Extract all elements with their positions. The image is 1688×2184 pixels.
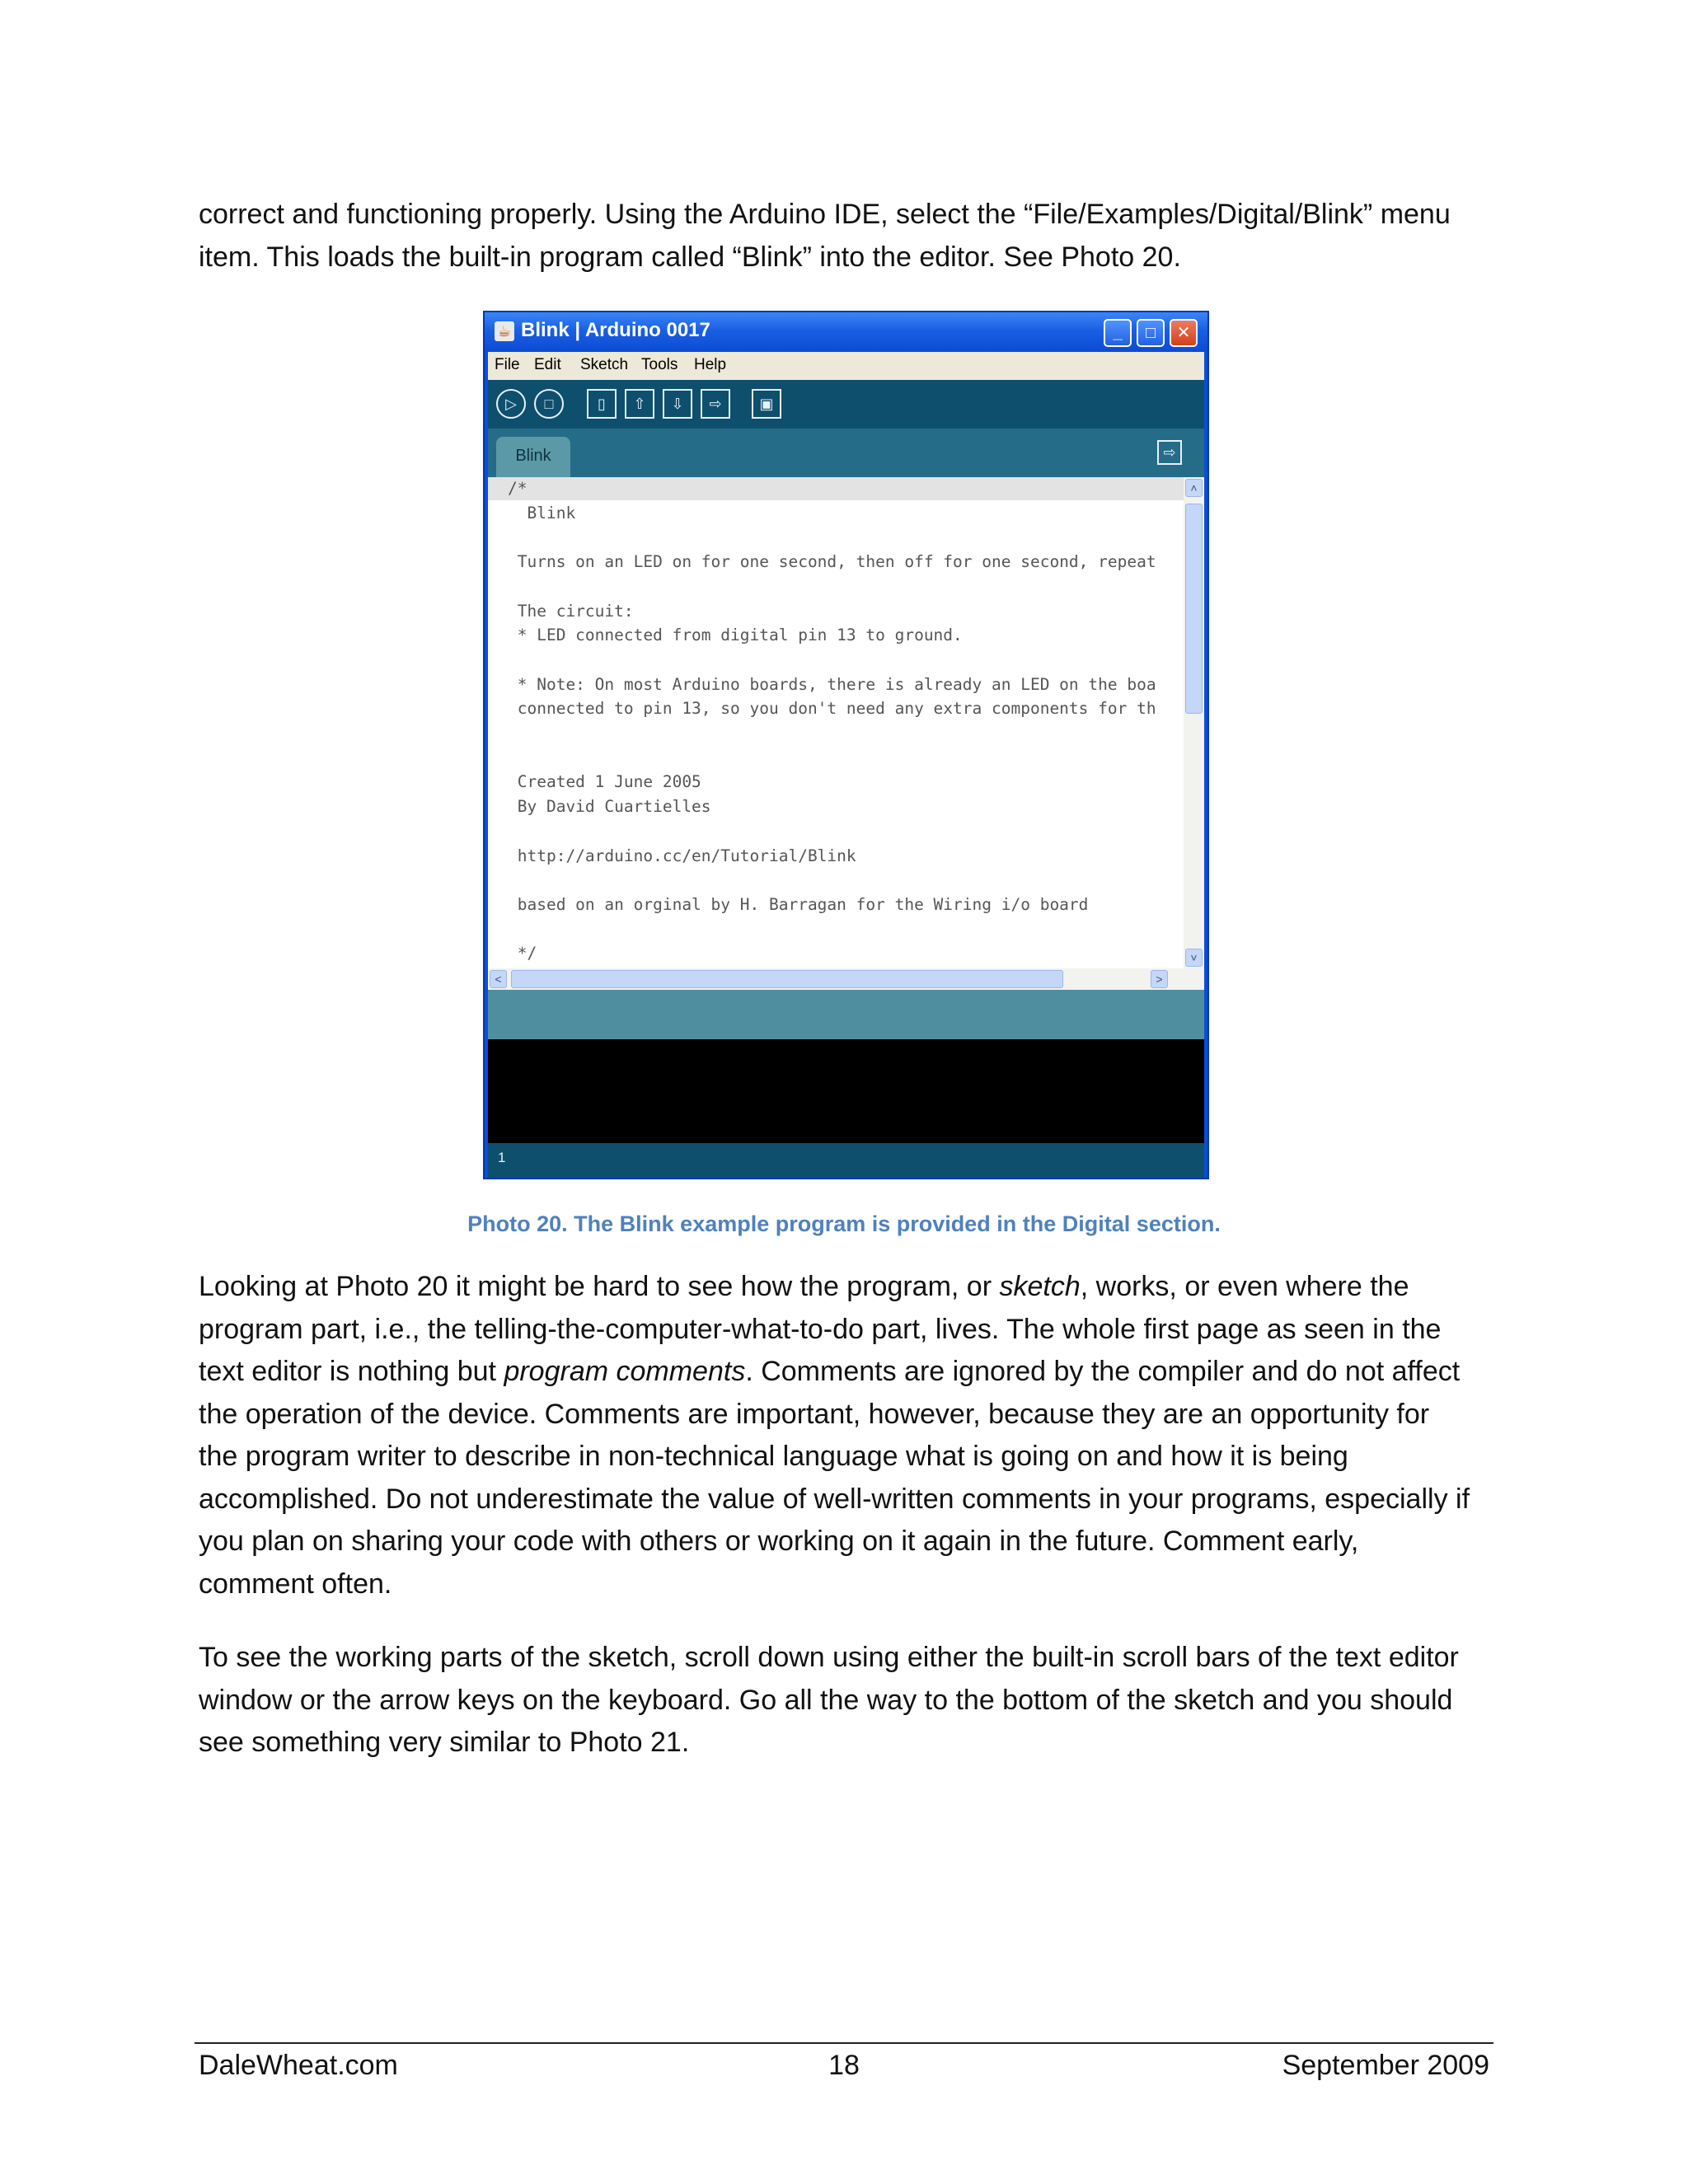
- minimize-button[interactable]: _: [1104, 319, 1132, 347]
- body1-sketch-emphasis: sketch: [999, 1271, 1081, 1302]
- code-line: /*: [508, 479, 528, 498]
- stop-icon[interactable]: □: [534, 389, 564, 419]
- message-area: [488, 990, 1204, 1039]
- scroll-left-icon[interactable]: <: [490, 970, 507, 988]
- close-button[interactable]: ✕: [1170, 319, 1198, 347]
- horizontal-scroll-thumb[interactable]: [511, 970, 1063, 988]
- code-line: connected to pin 13, so you don't need any extra components for th: [508, 699, 1156, 719]
- body1-text-a: Looking at Photo 20 it might be hard to see how the program, or: [199, 1271, 1000, 1302]
- body-paragraph-1: [199, 1266, 1501, 1605]
- footer-date: September 2009: [1282, 2050, 1489, 2081]
- tab-bar: [488, 429, 1204, 477]
- code-line: */: [508, 944, 537, 963]
- body1-text-g: the program writer to describe in non-technical language what is going on and how it is being: [199, 1441, 1348, 1472]
- intro-line-1: correct and functioning properly. Using the Arduino IDE, select the “File/Examples/Digital/Blink” menu: [199, 199, 1451, 230]
- tab-blink[interactable]: Blink: [496, 437, 570, 477]
- body1-text-e: . Comments are ignored by the compiler and do not affect: [745, 1356, 1461, 1387]
- body1-comments-emphasis: program comments: [504, 1356, 746, 1387]
- body1-text-c: program part, i.e., the telling-the-computer-what-to-do part, lives. The whole first page as seen in the: [199, 1313, 1442, 1345]
- code-line: http://arduino.cc/en/Tutorial/Blink: [508, 846, 856, 865]
- body1-text-f: the operation of the device. Comments are important, however, because they are an opportunity for: [199, 1398, 1430, 1430]
- line-number: 1: [498, 1150, 506, 1165]
- title-bar[interactable]: [485, 312, 1207, 352]
- menu-help[interactable]: Help: [694, 356, 727, 373]
- java-cup-icon: ☕: [495, 321, 514, 341]
- body2-line-2: window or the arrow keys on the keyboard. Go all the way to the bottom of the sketch and you should: [199, 1684, 1453, 1716]
- body-paragraph-2: [199, 1637, 1501, 1765]
- code-line: Blink: [508, 503, 576, 523]
- current-line-highlight: [488, 477, 1184, 500]
- scroll-up-icon[interactable]: ˄: [1185, 479, 1203, 497]
- code-line: * Note: On most Arduino boards, there is already an LED on the boa: [508, 674, 1156, 694]
- body1-text-b: , works, or even where the: [1080, 1271, 1409, 1302]
- tab-menu-icon[interactable]: ⇨: [1157, 440, 1182, 465]
- open-file-icon[interactable]: ⇧: [625, 389, 654, 419]
- vertical-scrollbar[interactable]: [1184, 477, 1204, 968]
- run-icon[interactable]: ▷: [496, 389, 526, 419]
- arduino-ide-window: [483, 311, 1209, 1179]
- menu-edit[interactable]: Edit: [534, 356, 561, 373]
- intro-paragraph: [199, 194, 1501, 279]
- code-line: By David Cuartielles: [508, 797, 711, 817]
- code-editor[interactable]: [488, 477, 1184, 968]
- code-line: * LED connected from digital pin 13 to ground.: [508, 626, 963, 645]
- body2-line-1: To see the working parts of the sketch, scroll down using either the built-in scroll bars of the text editor: [199, 1642, 1459, 1673]
- code-line: Created 1 June 2005: [508, 772, 701, 792]
- body2-line-3: see something very similar to Photo 21.: [199, 1727, 690, 1758]
- console-output: [488, 1039, 1204, 1143]
- code-line: based on an orginal by H. Barragan for the Wiring i/o board: [508, 894, 1089, 914]
- photo-caption: Photo 20. The Blink example program is provided in the Digital section.: [467, 1212, 1221, 1236]
- save-file-icon[interactable]: ⇩: [663, 389, 692, 419]
- code-line: The circuit:: [508, 601, 634, 621]
- intro-line-2: item. This loads the built-in program called “Blink” into the editor. See Photo 20.: [199, 241, 1181, 273]
- body1-text-i: you plan on sharing your code with others or working on it again in the future. Comment early,: [199, 1526, 1359, 1557]
- toolbar: [488, 380, 1204, 429]
- upload-icon[interactable]: ⇨: [701, 389, 730, 419]
- footer-divider: [195, 2042, 1493, 2044]
- page-number: 18: [828, 2050, 860, 2081]
- vertical-scroll-thumb[interactable]: [1185, 504, 1203, 714]
- scroll-down-icon[interactable]: ˅: [1185, 949, 1203, 967]
- new-file-icon[interactable]: ▯: [587, 389, 617, 419]
- menu-bar: [488, 352, 1204, 380]
- window-title: Blink | Arduino 0017: [521, 319, 710, 341]
- body1-text-h: accomplished. Do not underestimate the value of well-written comments in your programs, especially if: [199, 1483, 1470, 1515]
- code-line: Turns on an LED on for one second, then off for one second, repeat: [508, 552, 1156, 572]
- menu-sketch[interactable]: Sketch: [580, 356, 629, 373]
- menu-file[interactable]: File: [495, 356, 520, 373]
- horizontal-scrollbar[interactable]: [488, 968, 1204, 990]
- serial-monitor-icon[interactable]: ▣: [752, 389, 781, 419]
- menu-tools[interactable]: Tools: [641, 356, 678, 373]
- status-bar: [488, 1143, 1204, 1178]
- body1-text-d: text editor is nothing but: [199, 1356, 504, 1387]
- body1-text-j: comment often.: [199, 1568, 392, 1600]
- maximize-button[interactable]: □: [1137, 319, 1165, 347]
- scroll-right-icon[interactable]: >: [1151, 970, 1168, 988]
- footer-site: DaleWheat.com: [199, 2050, 398, 2081]
